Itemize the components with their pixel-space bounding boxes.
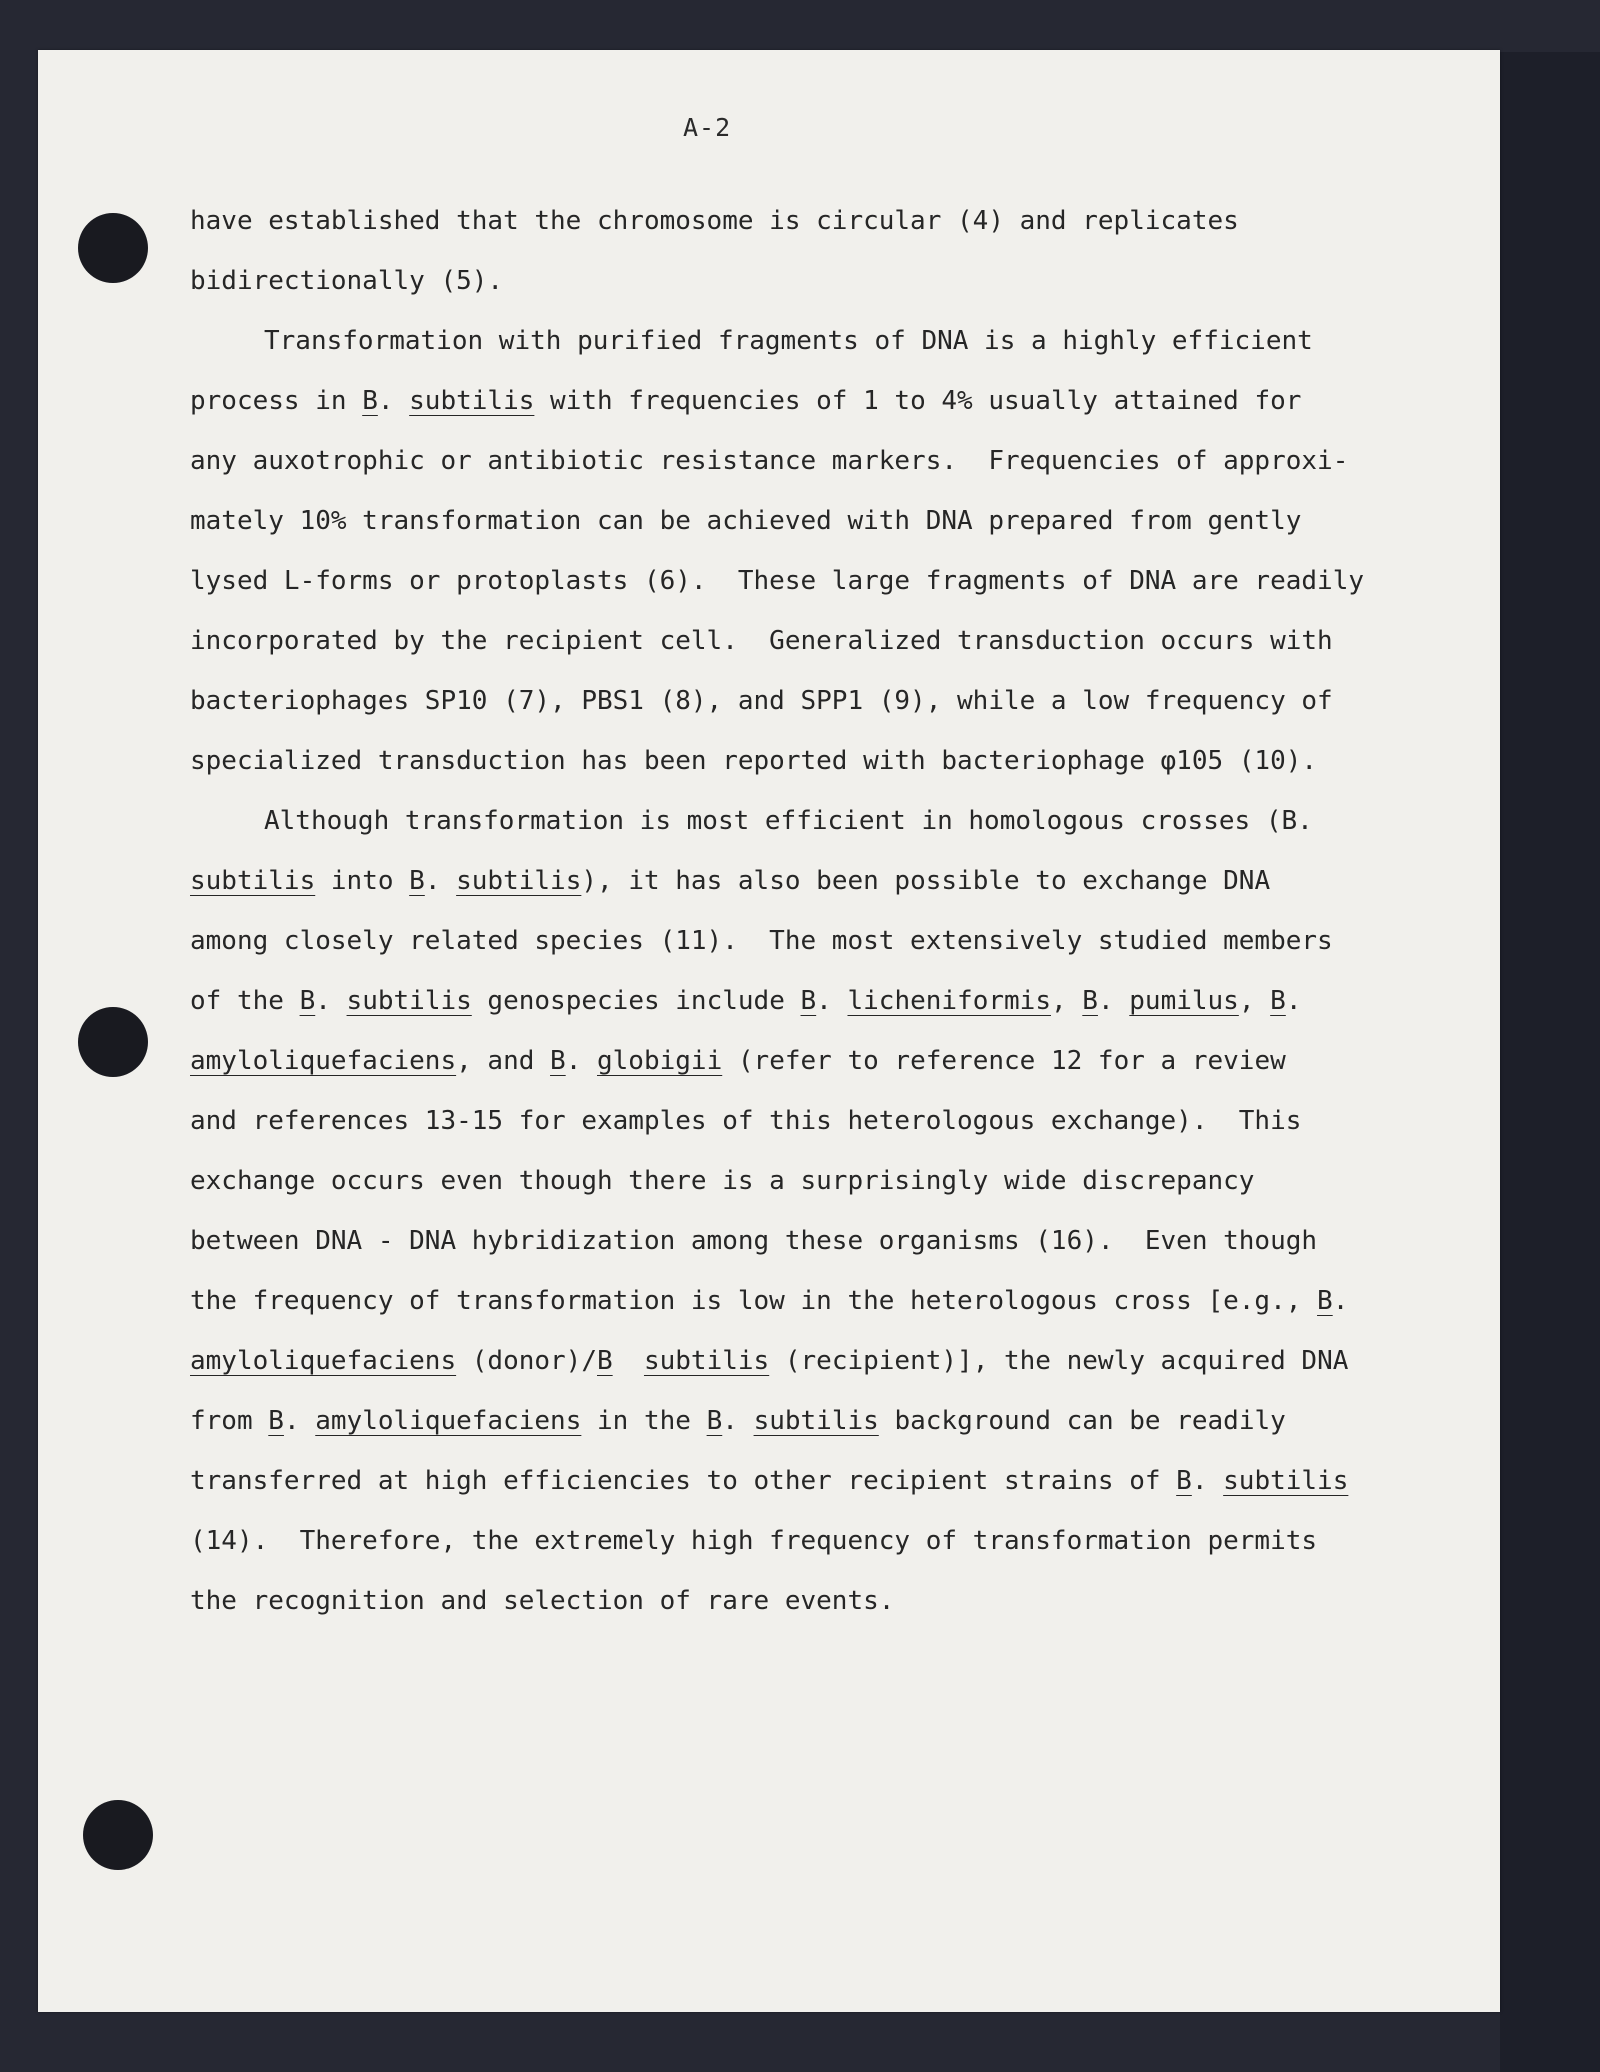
text-line: incorporated by the recipient cell. Generalized transduction occurs with [190,626,1333,656]
species-name: amyloliquefaciens [190,1046,457,1076]
text-line: bidirectionally (5). [190,266,504,296]
body-text [190,196,1364,1636]
species-name: globigii [597,1046,723,1076]
species-name: subtilis [190,866,316,896]
text-line: subtilis into B. subtilis), it has also been possible to exchange DNA [190,866,1271,896]
text-line: of the B. subtilis genospecies include B. licheniformis, B. pumilus, B. [190,986,1302,1016]
species-name: subtilis [456,866,582,896]
species-name: B [597,1346,613,1376]
text-line: the recognition and selection of rare events. [190,1586,895,1616]
text-line: (14). Therefore, the extremely high frequency of transformation permits [190,1526,1318,1556]
species-name: B [706,1406,723,1436]
species-name: B [362,386,378,416]
text-line: specialized transduction has been reported with bacteriophage φ105 (10). [190,746,1318,776]
species-name: licheniformis [847,986,1051,1016]
page-number: A-2 [683,113,732,142]
punch-hole-top [78,213,148,283]
paragraph-start-line: Although transformation is most efficient in homologous crosses (B. [264,806,1313,836]
species-name: B [1270,986,1286,1016]
species-name: amyloliquefaciens [315,1406,582,1436]
text-line: the frequency of transformation is low in the heterologous cross [e.g., B. [190,1286,1349,1316]
species-name: B [550,1046,566,1076]
punch-hole-bottom [83,1800,153,1870]
species-name: pumilus [1129,986,1239,1016]
text-line: lysed L-forms or protoplasts (6). These large fragments of DNA are readily [190,566,1364,596]
species-name: subtilis [753,1406,879,1436]
text-line: transferred at high efficiencies to other recipient strains of B. subtilis [190,1466,1349,1496]
scan-backdrop [1500,52,1600,2072]
species-name: amyloliquefaciens [190,1346,457,1376]
text-line: amyloliquefaciens, and B. globigii (refer to reference 12 for a review [190,1046,1286,1076]
species-name: B [1176,1466,1192,1496]
species-name: B [800,986,817,1016]
text-line: among closely related species (11). The most extensively studied members [190,926,1333,956]
species-name: subtilis [409,386,535,416]
species-name: B [1082,986,1098,1016]
text-line: any auxotrophic or antibiotic resistance markers. Frequencies of approxi- [190,446,1349,476]
species-name: B [1317,1286,1333,1316]
text-line: bacteriophages SP10 (7), PBS1 (8), and SPP1 (9), while a low frequency of [190,686,1333,716]
species-name: B [268,1406,284,1436]
species-name: subtilis [643,1346,770,1376]
paragraph-start-line: Transformation with purified fragments of DNA is a highly efficient [264,326,1313,356]
text-line: and references 13-15 for examples of this heterologous exchange). This [190,1106,1302,1136]
species-name: B [299,986,316,1016]
punch-hole-middle [78,1007,148,1077]
text-line: from B. amyloliquefaciens in the B. subtilis background can be readily [190,1406,1286,1436]
text-line: process in B. subtilis with frequencies of 1 to 4% usually attained for [190,386,1302,416]
text-line: have established that the chromosome is circular (4) and replicates [190,206,1239,236]
species-name: subtilis [346,986,472,1016]
text-line: mately 10% transformation can be achieved with DNA prepared from gently [190,506,1302,536]
species-name: B [409,866,425,896]
text-line: between DNA - DNA hybridization among these organisms (16). Even though [190,1226,1318,1256]
text-line: amyloliquefaciens (donor)/B subtilis (recipient)], the newly acquired DNA [190,1346,1349,1376]
species-name: subtilis [1223,1466,1349,1496]
text-line: exchange occurs even though there is a surprisingly wide discrepancy [190,1166,1255,1196]
